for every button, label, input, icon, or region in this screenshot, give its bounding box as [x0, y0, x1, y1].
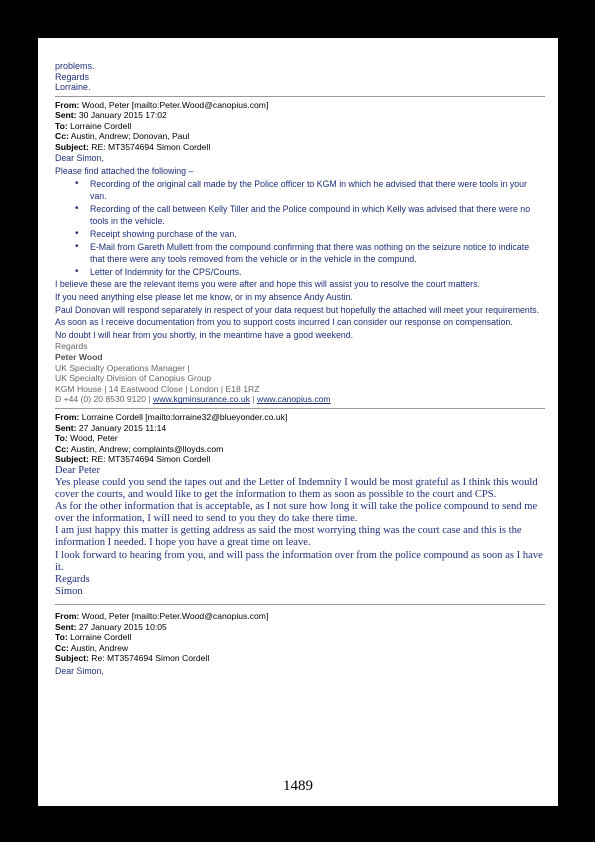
email-signature: [55, 341, 545, 405]
attachment-list: [55, 178, 545, 279]
separator: [55, 96, 545, 97]
header-sent: Sent: 30 January 2015 17:02: [55, 110, 167, 121]
header-cc: Cc: Austin, Andrew; Donovan, Paul: [55, 131, 190, 142]
paragraph: No doubt I will hear from you shortly, in the meantime have a good weekend.: [55, 329, 354, 340]
header-from: From: Wood, Peter [mailto:Peter.Wood@canopius.com]: [55, 99, 269, 110]
list-item: • E-Mail from Gareth Mullett from the compound confirming that there was nothing on the seizure notice to indicate that there were any tools removed from the vehicle or in the vehicle in the compund.: [75, 241, 545, 266]
email-header: [55, 100, 545, 153]
header-to: To: Lorraine Cordell: [55, 632, 132, 643]
text-line: Lorraine.: [55, 82, 91, 92]
email-body: [55, 152, 545, 341]
header-from: From: Wood, Peter [mailto:Peter.Wood@canopius.com]: [55, 610, 269, 621]
document-page: [38, 38, 558, 806]
kgm-website-link[interactable]: www.kgminsurance.co.uk: [153, 394, 250, 405]
paragraph: As for the other information that is acceptable, as I not sure how long it will take the police compound to send me over the information, I will need to send to you they do take there time.: [55, 501, 538, 525]
text-line: problems.: [55, 61, 95, 71]
greeting: Dear Simon,: [55, 153, 104, 164]
separator: [55, 408, 545, 409]
previous-message-tail: [55, 61, 545, 93]
email-body: [55, 465, 545, 598]
header-sent: Sent: 27 January 2015 11:14: [55, 422, 167, 433]
canopius-website-link[interactable]: www.canopius.com: [257, 394, 331, 405]
header-cc: Cc: Austin, Andrew; complaints@lloyds.com: [55, 443, 224, 454]
link-divider: |: [252, 394, 255, 405]
closing-regards: Regards: [55, 573, 90, 585]
paragraph: I am just happy this matter is getting address as said the most worrying thing was the court case and this is the information I needed. I hope you have a great time on leave.: [55, 525, 522, 549]
email-header: [55, 412, 545, 465]
header-subject: Subject: RE: MT3574694 Simon Cordell: [55, 141, 211, 152]
list-item: • Receipt showing purchase of the van.: [75, 228, 545, 241]
header-sent: Sent: 27 January 2015 10:05: [55, 621, 167, 632]
list-item: • Recording of the call between Kelly Tiller and the Police compound in which Kelly was advised that there were no tools in the vehicle.: [75, 203, 545, 228]
greeting: Dear Simon,: [55, 665, 104, 676]
list-item: • Letter of Indemnity for the CPS/Courts.: [75, 266, 545, 279]
header-cc: Cc: Austin, Andrew: [55, 642, 129, 653]
paragraph: Yes please could you send the tapes out and the Letter of Indemnity I would be most grateful as I think this would cover the courts, and would like to get the information to them as soon as possible to the court and CPS.: [55, 477, 538, 501]
paragraph: If you need anything else please let me know, or in my absence Andy Austin.: [55, 292, 353, 302]
header-subject: Subject: Re: MT3574694 Simon Cordell: [55, 653, 210, 664]
email-thread: [55, 61, 545, 678]
email-body: [55, 665, 545, 678]
email-header: [55, 611, 545, 664]
intro-line: Please find attached the following –: [55, 166, 194, 177]
signature-title: UK Specialty Operations Manager |: [55, 362, 190, 373]
separator: [55, 604, 545, 605]
page-number: 1489: [283, 778, 313, 794]
list-item: • Recording of the original call made by the Police officer to KGM in which he advised that there were tools in your van.: [75, 178, 545, 203]
header-from: From: Lorraine Cordell [mailto:lorraine32@blueyonder.co.uk]: [55, 411, 288, 422]
header-to: To: Wood, Peter: [55, 433, 118, 444]
paragraph: I believe these are the relevant items you were after and hope this will assist you to resolve the court matters.: [55, 279, 480, 290]
paragraph: I look forward to hearing from you, and will pass the information over from the police compound as soon as I have it.: [55, 549, 543, 573]
greeting: Dear Peter: [55, 464, 100, 476]
signature-regards: Regards: [55, 341, 88, 352]
header-subject: Subject: RE: MT3574694 Simon Cordell: [55, 454, 211, 465]
paragraph: Paul Donovan will respond separately in respect of your data request but hopefully the attached will meet your requirements.: [55, 304, 540, 315]
signature-name: Peter Wood: [55, 351, 103, 362]
signature-contact: [55, 394, 545, 405]
signature-address: KGM House | 14 Eastwood Close | London | E18 1RZ: [55, 383, 260, 394]
header-to: To: Lorraine Cordell: [55, 120, 132, 131]
sender-name: Simon: [55, 585, 83, 597]
signature-division: UK Specialty Division of Canopius Group: [55, 373, 212, 384]
paragraph: As soon as I receive documentation from you to support costs incurred I can consider our response on compensation.: [55, 317, 513, 328]
text-line: Regards: [55, 71, 90, 82]
signature-phone: D +44 (0) 20 8530 9120 |: [55, 394, 151, 405]
